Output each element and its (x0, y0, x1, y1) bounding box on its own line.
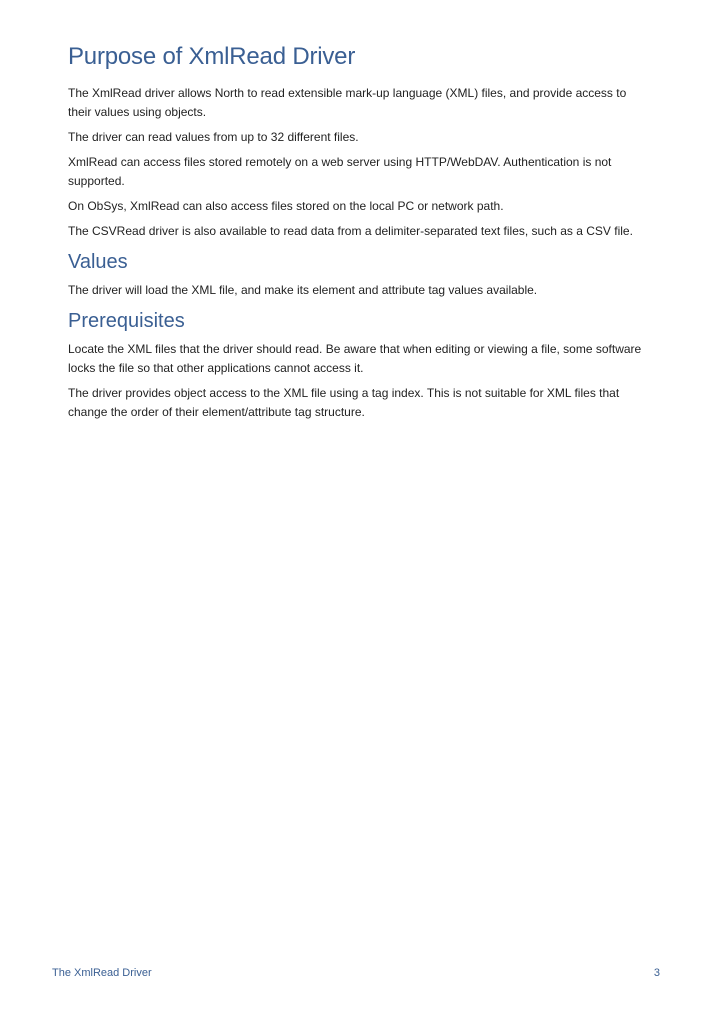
footer-doc-title: The XmlRead Driver (52, 967, 152, 979)
intro-paragraph-5: The CSVRead driver is also available to read data from a delimiter-separated text files, such as a CSV file. (68, 224, 633, 238)
intro-paragraph-4: On ObSys, XmlRead can also access files stored on the local PC or network path. (68, 199, 504, 213)
footer-page-number: 3 (653, 967, 660, 979)
values-heading: Values (68, 251, 128, 273)
page-title: Purpose of XmlRead Driver (68, 43, 356, 70)
intro-paragraph-3: XmlRead can access files stored remotely on a web server using HTTP/WebDAV. Authentication is not supported. (68, 155, 612, 188)
intro-paragraph-2: The driver can read values from up to 32 different files. (68, 130, 359, 144)
intro-paragraph-1: The XmlRead driver allows North to read extensible mark-up language (XML) files, and provide access to their values using objects. (68, 86, 627, 119)
prerequisites-paragraph-2: The driver provides object access to the XML file using a tag index. This is not suitable for XML files that change the order of their element/attribute tag structure. (68, 386, 620, 419)
prerequisites-heading: Prerequisites (68, 310, 185, 332)
prerequisites-paragraph-1: Locate the XML files that the driver should read. Be aware that when editing or viewing a file, some software locks the file so that other applications cannot access it. (68, 342, 642, 375)
values-paragraph-1: The driver will load the XML file, and make its element and attribute tag values available. (68, 283, 538, 297)
document-body (68, 40, 648, 428)
